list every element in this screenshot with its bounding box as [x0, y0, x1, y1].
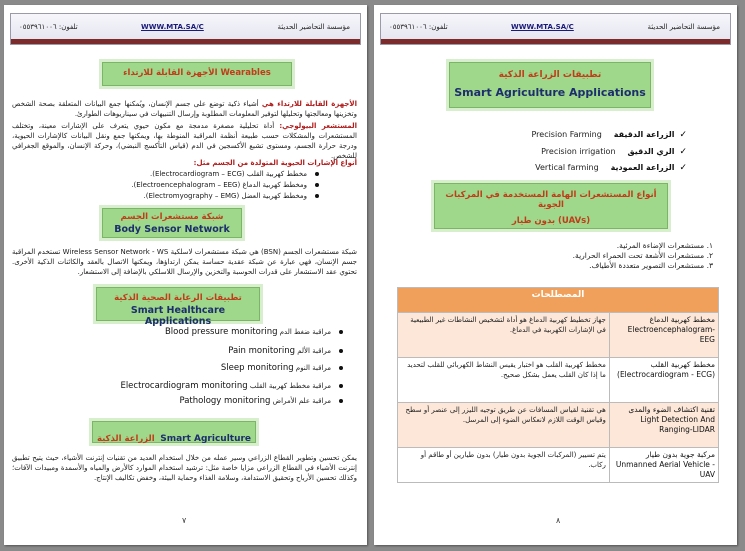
monitoring-item: مراقبة علم الأمراض Pathology monitoring	[179, 396, 343, 406]
healthcare-heading-en: Smart Healthcare Applications	[130, 305, 226, 327]
wearables-heading: الأجهزة القابلة للارتداء Wearables	[123, 68, 271, 78]
bullet-icon	[339, 349, 343, 353]
terms-table-header: المصطلحات	[398, 288, 719, 313]
agriculture-heading-box	[92, 421, 256, 443]
wearables-heading-box	[102, 62, 292, 86]
header-website-link[interactable]: WWW.MTA.SA/C	[141, 23, 204, 31]
term-description: جهاز تخطيط كهربية الدماغ هو أداة لتشخيص النشاطات غير الطبيعية في الإشارات الكهربية في الدماغ.	[398, 313, 610, 358]
checkmark-icon: ✓	[679, 147, 687, 157]
bullet-icon	[339, 384, 343, 388]
term-name: تقنية اكتشاف الضوء والمدى Light Detection And Ranging-LIDAR	[609, 403, 718, 448]
sensor-type-item: ٣. مستشعرات التصوير متعددة الأطياف.	[589, 261, 713, 270]
farming-item: ✓الزراعة العموديةVertical farming	[535, 163, 687, 173]
body-sensor-heading-en: Body Sensor Network	[114, 224, 230, 235]
agri-apps-heading-box	[449, 62, 651, 108]
page-right	[374, 5, 737, 545]
healthcare-heading-box	[96, 287, 260, 327]
page-header	[10, 13, 361, 45]
healthcare-heading-ar: تطبيقات الرعاية الصحية الذكية	[114, 293, 242, 303]
checkmark-icon: ✓	[679, 163, 687, 173]
body-sensor-heading-ar: شبكة مستشعرات الجسم	[120, 212, 224, 222]
agriculture-heading-ar: الزراعة الذكية	[96, 434, 155, 444]
term-name: مخطط كهربية الدماغ Electroencephalogram-EEG	[609, 313, 718, 358]
page-number: ٧	[182, 516, 187, 525]
bullet-icon	[315, 194, 319, 198]
signal-item: مخطط كهربية القلب (Electrocardiogram – ECG).	[150, 170, 319, 178]
uav-sensors-heading-box	[434, 183, 668, 229]
agriculture-paragraph: يمكن تحسين وتطوير القطاع الزراعي وسير عمله من خلال استخدام العديد من تقنيات إنترنت الأشياء، حيث يتيح تطبيق إنترنت الأشياء في القطاع الزراعي مزايا خاصة مثل: ترشيد استخدام الموارد كالأرض والمياه والأسمدة ومبيدات الآفات؛ وكذلك تحسين الأرباح وتحقيق الاستدامة، وسلامة الغذاء وحماية البيئة، وخفض تكاليف الإنتاج.	[12, 454, 357, 482]
header-phone: تلفون: ٠٥٥٣٩٦١٠٠٦	[19, 23, 78, 31]
bullet-icon	[339, 366, 343, 370]
term-name: مركبة جوية بدون طيار Unmanned Aerial Vehicle -UAV	[609, 448, 718, 483]
bsn-paragraph: شبكة مستشعرات الجسم (BSN) هي شبكة مستشعرات لاسلكية Wireless Sensor Network - WS تستخدم المراقبة جسم الإنسان، فهي عبارة عن شبكة عقدية حساسة يمكن ارتداؤها، ويمكنها الاتصال بالعقد والكائنات الذكية الأخرى. تحتوي عقد الاستشعار على قدرات الحوسبة والتخزين والإرسال اللاسلكي بالإضافة إلى الاستشعار.	[12, 248, 357, 276]
agri-apps-heading-ar: تطبيقات الزراعة الذكية	[498, 70, 602, 80]
vital-signals-title: أنواع الإشارات الحيوية المتولدة من الجسم مثل:	[193, 159, 357, 167]
term-description: مخطط كهربية القلب هو اختبار يقيس النشاط الكهربائي للقلب لتحديد ما إذا كان القلب يعمل بشكل صحيح.	[398, 358, 610, 403]
table-row	[398, 313, 719, 358]
sensor-type-item: ٢. مستشعرات الأشعة تحت الحمراء الحرارية.	[572, 251, 713, 260]
bullet-icon	[339, 330, 343, 334]
wearables-paragraph	[12, 99, 357, 119]
agriculture-heading-en: Smart Agriculture	[160, 434, 252, 444]
table-row	[398, 358, 719, 403]
header-phone: تلفون: ٠٥٥٣٩٦١٠٠٦	[389, 23, 448, 31]
agri-apps-heading-en: Smart Agriculture Applications	[454, 86, 646, 99]
term-description: يتم تسيير (المركبات الجوية بدون طيار) بدون طيارين أو طاقم أو ركاب.	[398, 448, 610, 483]
biosensor-paragraph	[12, 121, 357, 161]
monitoring-item: مراقبة ضغط الدم Blood pressure monitoring	[165, 327, 343, 337]
page-number: ٨	[556, 516, 561, 525]
header-bar	[381, 39, 730, 44]
table-row	[398, 448, 719, 483]
body-sensor-heading-box	[102, 208, 242, 238]
header-organization: مؤسسة التحاضير الحديثة	[647, 23, 720, 31]
biosensor-text: أداة تحليلية مصغرة مدمجة مع مكون حيوي يتعرف على الإشارات معينة، وتختلف المستشعرات والمشكلات حسب طبيعة أنظمة المراقبة المنوطة بها، ويمكنها جمع ونقل البيانات كالإشارات الحيوية، ودرجة حرارة الجسم، ومستوى تشبع الأكسجين في الدم (قياس التأكسج النبضي)، وحركة الإنسان، والموقع الجغرافي للشخص.	[12, 122, 357, 160]
wearables-term: الأجهزة القابلة للارتداء هي	[261, 100, 358, 108]
farming-item: ✓الزراعة الدقيقةPrecision Farming	[531, 130, 687, 140]
sensor-type-item: ١. مستشعرات الإضاءة المرئية.	[616, 241, 713, 250]
table-row	[398, 403, 719, 448]
signal-item: ومخطط كهربية العضل (Electromyography – EMG).	[144, 192, 319, 200]
bullet-icon	[339, 399, 343, 403]
terms-table	[397, 287, 719, 483]
biosensor-term: المستشعر البيولوجي:	[279, 122, 357, 130]
wearables-text: أشياء ذكية توضع على جسم الإنسان، ويُمكنها جمع البيانات المتعلقة بصحة الشخص وتخزينها ومعالجتها وتحليلها لتوفير المعلومات المطلوبة وإرسال التنبيهات في سيناريوهات الطوارئ.	[12, 100, 357, 118]
bullet-icon	[315, 172, 319, 176]
bullet-icon	[315, 183, 319, 187]
header-bar	[11, 39, 360, 44]
page-header	[380, 13, 731, 45]
monitoring-item: مراقبة مخطط كهربية القلب Electrocardiogram monitoring	[120, 381, 343, 391]
monitoring-item: مراقبة الألم Pain monitoring	[228, 346, 343, 356]
monitoring-item: مراقبة النوم Sleep monitoring	[221, 363, 343, 373]
header-organization: مؤسسة التحاضير الحديثة	[277, 23, 350, 31]
header-website-link[interactable]: WWW.MTA.SA/C	[511, 23, 574, 31]
uav-sensors-heading-line1: أنواع المستشعرات الهامة المستخدمة في المركبات الجوية	[445, 190, 657, 210]
term-name: مخطط كهربية القلب (Electrocardiogram - ECG)	[609, 358, 718, 403]
uav-sensors-heading-line2: بدون طيار (UAVs)	[511, 216, 591, 226]
checkmark-icon: ✓	[679, 130, 687, 140]
farming-item: ✓الري الدقيقPrecision irrigation	[541, 147, 687, 157]
signal-item: ومخطط كهربية الدماغ (Electroencephalogram – EEG).	[131, 181, 319, 189]
term-description: هي تقنية لقياس المسافات عن طريق توجيه الليزر إلى عنصر أو سطح وقياس الوقت اللازم لانعكاس الضوء إلى المرسل.	[398, 403, 610, 448]
page-left	[4, 5, 367, 545]
